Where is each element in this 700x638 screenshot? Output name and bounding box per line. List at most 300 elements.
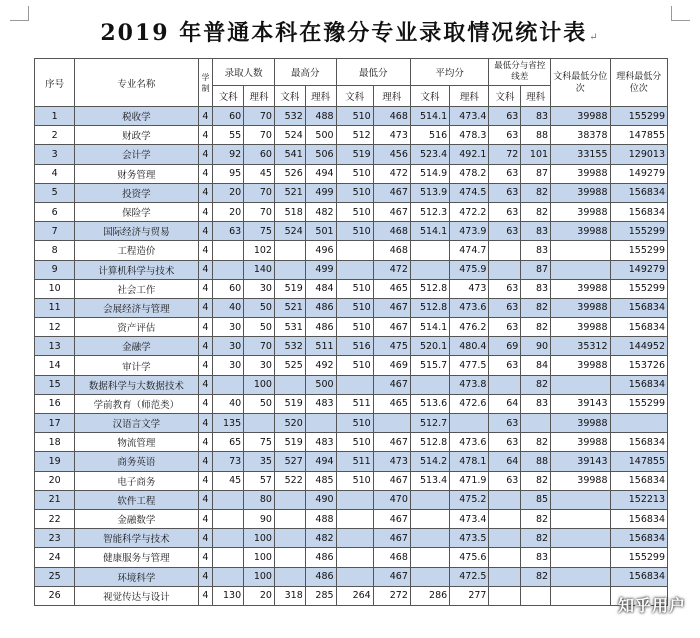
row-li-rank: 153726 [610, 356, 667, 375]
row-enroll-li: 70 [244, 202, 275, 221]
row-length: 4 [198, 490, 213, 509]
row-length: 4 [198, 529, 213, 548]
row-length: 4 [198, 279, 213, 298]
row-highest-wen: 519 [274, 433, 305, 452]
header-lowest-li: 理科 [373, 86, 410, 107]
row-enroll-li: 90 [244, 509, 275, 528]
row-diff-wen: 63 [489, 318, 521, 337]
row-diff-li: 90 [521, 337, 551, 356]
row-lowest-wen: 510 [336, 222, 373, 241]
row-lowest-wen: 510 [336, 202, 373, 221]
row-length: 4 [198, 260, 213, 279]
row-major: 会计学 [75, 145, 198, 164]
row-length: 4 [198, 414, 213, 433]
row-wen-rank: 39143 [551, 452, 610, 471]
row-wen-rank [551, 567, 610, 586]
row-li-rank: 155299 [610, 107, 667, 126]
row-enroll-wen: 30 [213, 337, 244, 356]
row-average-wen: 520.1 [410, 337, 449, 356]
row-average-wen [410, 241, 449, 260]
row-lowest-li: 467 [373, 202, 410, 221]
row-seq: 18 [35, 433, 75, 452]
row-average-wen: 523.4 [410, 145, 449, 164]
row-major: 保险学 [75, 202, 198, 221]
row-diff-wen: 63 [489, 279, 521, 298]
row-li-rank: 156834 [610, 471, 667, 490]
table-row [35, 567, 668, 586]
row-enroll-li: 45 [244, 164, 275, 183]
row-diff-wen [489, 548, 521, 567]
row-lowest-wen: 510 [336, 414, 373, 433]
table-row [35, 337, 668, 356]
row-enroll-li: 102 [244, 241, 275, 260]
row-average-li: 475.2 [450, 490, 489, 509]
row-average-li: 475.9 [450, 260, 489, 279]
row-wen-rank: 39143 [551, 394, 610, 413]
row-average-wen: 514.1 [410, 222, 449, 241]
row-enroll-li: 60 [244, 145, 275, 164]
row-seq: 15 [35, 375, 75, 394]
row-seq: 12 [35, 318, 75, 337]
row-major: 学前教育（师范类） [75, 394, 198, 413]
table-row [35, 183, 668, 202]
row-seq: 14 [35, 356, 75, 375]
row-diff-li: 87 [521, 260, 551, 279]
row-lowest-wen [336, 548, 373, 567]
row-enroll-li: 50 [244, 298, 275, 317]
row-lowest-li: 467 [373, 567, 410, 586]
row-major: 金融学 [75, 337, 198, 356]
row-enroll-wen: 30 [213, 356, 244, 375]
row-enroll-wen: 73 [213, 452, 244, 471]
row-wen-rank: 39988 [551, 222, 610, 241]
row-average-li [450, 414, 489, 433]
row-wen-rank: 39988 [551, 356, 610, 375]
row-seq: 3 [35, 145, 75, 164]
table-row [35, 126, 668, 145]
row-enroll-wen: 60 [213, 279, 244, 298]
row-highest-li [305, 414, 336, 433]
table-row [35, 318, 668, 337]
row-lowest-li: 472 [373, 164, 410, 183]
row-highest-wen: 521 [274, 298, 305, 317]
row-length: 4 [198, 375, 213, 394]
row-wen-rank: 39988 [551, 318, 610, 337]
row-average-wen [410, 375, 449, 394]
row-diff-wen: 63 [489, 202, 521, 221]
row-highest-li: 486 [305, 318, 336, 337]
row-enroll-wen [213, 509, 244, 528]
row-li-rank: 156834 [610, 567, 667, 586]
row-highest-li: 486 [305, 548, 336, 567]
row-length: 4 [198, 509, 213, 528]
row-average-li: 472.5 [450, 567, 489, 586]
row-highest-wen: 525 [274, 356, 305, 375]
row-diff-wen: 63 [489, 164, 521, 183]
header-enroll-li: 理科 [244, 86, 275, 107]
row-li-rank: 156834 [610, 509, 667, 528]
row-length: 4 [198, 567, 213, 586]
table-row [35, 241, 668, 260]
row-average-wen: 513.9 [410, 183, 449, 202]
row-average-wen: 512.8 [410, 433, 449, 452]
row-enroll-wen [213, 375, 244, 394]
row-diff-wen [489, 490, 521, 509]
row-diff-wen: 63 [489, 471, 521, 490]
row-diff-li: 85 [521, 490, 551, 509]
row-li-rank: 149279 [610, 164, 667, 183]
row-enroll-li: 100 [244, 375, 275, 394]
row-highest-wen [274, 509, 305, 528]
row-major: 国际经济与贸易 [75, 222, 198, 241]
row-highest-wen [274, 548, 305, 567]
row-lowest-li: 468 [373, 222, 410, 241]
row-average-li: 277 [450, 586, 489, 605]
row-enroll-wen: 40 [213, 394, 244, 413]
row-highest-wen: 519 [274, 279, 305, 298]
row-highest-li: 499 [305, 260, 336, 279]
row-average-li: 492.1 [450, 145, 489, 164]
row-diff-wen: 72 [489, 145, 521, 164]
row-lowest-li: 467 [373, 298, 410, 317]
row-diff-wen [489, 260, 521, 279]
paragraph-mark-icon: ↵ [589, 32, 600, 43]
row-average-li: 473.6 [450, 433, 489, 452]
row-major: 财政学 [75, 126, 198, 145]
row-lowest-wen [336, 260, 373, 279]
row-enroll-wen [213, 490, 244, 509]
row-highest-wen: 521 [274, 183, 305, 202]
row-length: 4 [198, 222, 213, 241]
table-row [35, 222, 668, 241]
row-highest-li: 490 [305, 490, 336, 509]
row-enroll-wen: 130 [213, 586, 244, 605]
row-major: 软件工程 [75, 490, 198, 509]
row-average-wen [410, 490, 449, 509]
table-row [35, 298, 668, 317]
row-diff-li: 83 [521, 548, 551, 567]
table-row [35, 279, 668, 298]
row-wen-rank [551, 375, 610, 394]
row-enroll-li [244, 414, 275, 433]
row-average-wen: 512.8 [410, 298, 449, 317]
row-average-li: 472.2 [450, 202, 489, 221]
row-lowest-li: 468 [373, 548, 410, 567]
row-length: 4 [198, 126, 213, 145]
row-diff-li: 82 [521, 529, 551, 548]
row-average-wen: 514.9 [410, 164, 449, 183]
row-lowest-li: 467 [373, 509, 410, 528]
table-row [35, 356, 668, 375]
row-highest-li: 484 [305, 279, 336, 298]
row-wen-rank: 33155 [551, 145, 610, 164]
row-diff-li [521, 414, 551, 433]
header-wen-rank: 文科最低分位次 [551, 59, 610, 107]
row-seq: 11 [35, 298, 75, 317]
row-li-rank: 152213 [610, 490, 667, 509]
table-row [35, 375, 668, 394]
row-average-li: 473.9 [450, 222, 489, 241]
row-length: 4 [198, 145, 213, 164]
row-length: 4 [198, 433, 213, 452]
row-wen-rank: 39988 [551, 414, 610, 433]
row-li-rank: 155299 [610, 279, 667, 298]
row-diff-wen [489, 375, 521, 394]
row-wen-rank [551, 490, 610, 509]
row-diff-li: 84 [521, 356, 551, 375]
row-diff-li: 82 [521, 318, 551, 337]
row-li-rank: 144952 [610, 337, 667, 356]
row-wen-rank: 39988 [551, 433, 610, 452]
header-highest-wen: 文科 [274, 86, 305, 107]
row-lowest-li: 472 [373, 260, 410, 279]
row-highest-wen [274, 241, 305, 260]
row-diff-wen: 63 [489, 414, 521, 433]
row-average-li: 477.5 [450, 356, 489, 375]
table-row [35, 107, 668, 126]
row-major: 财务管理 [75, 164, 198, 183]
row-major: 视觉传达与设计 [75, 586, 198, 605]
header-seq: 序号 [35, 59, 75, 107]
table-row [35, 529, 668, 548]
row-average-li: 473.8 [450, 375, 489, 394]
row-seq: 7 [35, 222, 75, 241]
table-row [35, 509, 668, 528]
row-lowest-wen [336, 509, 373, 528]
row-lowest-li [373, 414, 410, 433]
row-enroll-wen [213, 548, 244, 567]
row-enroll-wen: 60 [213, 107, 244, 126]
row-major: 商务英语 [75, 452, 198, 471]
row-wen-rank: 35312 [551, 337, 610, 356]
row-major: 汉语言文学 [75, 414, 198, 433]
header-li-rank: 理科最低分位次 [610, 59, 667, 107]
row-average-wen: 515.7 [410, 356, 449, 375]
row-lowest-li: 467 [373, 375, 410, 394]
row-highest-wen: 524 [274, 126, 305, 145]
row-highest-li: 501 [305, 222, 336, 241]
row-enroll-li: 100 [244, 567, 275, 586]
row-lowest-li: 475 [373, 337, 410, 356]
header-average-wen: 文科 [410, 86, 449, 107]
row-length: 4 [198, 107, 213, 126]
row-li-rank: 149279 [610, 260, 667, 279]
row-highest-wen: 518 [274, 202, 305, 221]
row-lowest-wen: 264 [336, 586, 373, 605]
row-average-wen: 286 [410, 586, 449, 605]
row-lowest-li: 467 [373, 183, 410, 202]
row-seq: 9 [35, 260, 75, 279]
document-title [0, 16, 700, 47]
row-seq: 22 [35, 509, 75, 528]
row-highest-li: 506 [305, 145, 336, 164]
row-highest-wen: 541 [274, 145, 305, 164]
row-diff-wen [489, 567, 521, 586]
header-diff-li: 理科 [521, 86, 551, 107]
row-wen-rank [551, 509, 610, 528]
row-enroll-li: 35 [244, 452, 275, 471]
row-lowest-wen: 510 [336, 471, 373, 490]
row-average-li: 473.4 [450, 509, 489, 528]
row-lowest-wen: 510 [336, 356, 373, 375]
row-average-li: 478.2 [450, 164, 489, 183]
header-enroll-wen: 文科 [213, 86, 244, 107]
row-lowest-li: 272 [373, 586, 410, 605]
row-wen-rank: 39988 [551, 107, 610, 126]
row-highest-li: 499 [305, 183, 336, 202]
row-average-li: 473.4 [450, 107, 489, 126]
row-lowest-wen: 510 [336, 298, 373, 317]
row-major: 金融数学 [75, 509, 198, 528]
table-row [35, 471, 668, 490]
row-length: 4 [198, 241, 213, 260]
row-seq: 17 [35, 414, 75, 433]
row-lowest-li: 473 [373, 452, 410, 471]
table-row [35, 586, 668, 605]
row-highest-li: 496 [305, 241, 336, 260]
row-major: 投资学 [75, 183, 198, 202]
header-enroll: 录取人数 [213, 59, 275, 86]
row-enroll-wen [213, 241, 244, 260]
row-diff-li: 82 [521, 298, 551, 317]
row-average-li: 473 [450, 279, 489, 298]
row-seq: 26 [35, 586, 75, 605]
row-enroll-li: 75 [244, 433, 275, 452]
row-lowest-li: 465 [373, 394, 410, 413]
header-average: 平均分 [410, 59, 489, 86]
row-seq: 5 [35, 183, 75, 202]
row-average-wen: 513.6 [410, 394, 449, 413]
row-average-li: 474.7 [450, 241, 489, 260]
row-average-wen [410, 529, 449, 548]
row-seq: 21 [35, 490, 75, 509]
table-row [35, 452, 668, 471]
row-seq: 20 [35, 471, 75, 490]
row-diff-li: 83 [521, 279, 551, 298]
row-major: 审计学 [75, 356, 198, 375]
row-li-rank: 147855 [610, 126, 667, 145]
row-highest-li: 482 [305, 202, 336, 221]
row-highest-li: 485 [305, 471, 336, 490]
row-diff-wen: 63 [489, 222, 521, 241]
row-li-rank: 129013 [610, 145, 667, 164]
row-diff-li: 83 [521, 107, 551, 126]
row-lowest-li: 473 [373, 126, 410, 145]
row-average-wen: 516 [410, 126, 449, 145]
row-average-wen [410, 509, 449, 528]
row-diff-wen [489, 241, 521, 260]
row-diff-li: 82 [521, 567, 551, 586]
row-lowest-wen: 510 [336, 164, 373, 183]
row-average-wen [410, 548, 449, 567]
row-lowest-wen: 510 [336, 279, 373, 298]
row-major: 健康服务与管理 [75, 548, 198, 567]
row-seq: 16 [35, 394, 75, 413]
row-enroll-li: 50 [244, 318, 275, 337]
row-highest-wen [274, 375, 305, 394]
row-enroll-wen: 30 [213, 318, 244, 337]
row-highest-li: 486 [305, 298, 336, 317]
row-average-wen [410, 567, 449, 586]
table-row [35, 414, 668, 433]
row-enroll-li: 100 [244, 548, 275, 567]
row-highest-li: 483 [305, 394, 336, 413]
admission-table [34, 58, 668, 606]
row-diff-wen: 64 [489, 452, 521, 471]
row-average-li: 471.9 [450, 471, 489, 490]
row-diff-li: 88 [521, 452, 551, 471]
row-enroll-wen: 95 [213, 164, 244, 183]
row-lowest-wen [336, 567, 373, 586]
row-length: 4 [198, 586, 213, 605]
row-enroll-li: 80 [244, 490, 275, 509]
watermark: 知乎用户 [617, 596, 686, 615]
row-lowest-li: 456 [373, 145, 410, 164]
row-wen-rank: 39988 [551, 279, 610, 298]
row-enroll-wen: 20 [213, 183, 244, 202]
header-highest-li: 理科 [305, 86, 336, 107]
table-row [35, 548, 668, 567]
row-lowest-wen [336, 529, 373, 548]
table-row [35, 433, 668, 452]
row-average-wen: 513.4 [410, 471, 449, 490]
row-lowest-wen: 510 [336, 318, 373, 337]
row-lowest-li: 468 [373, 107, 410, 126]
row-major: 社会工作 [75, 279, 198, 298]
row-lowest-wen: 510 [336, 107, 373, 126]
row-diff-wen: 69 [489, 337, 521, 356]
row-length: 4 [198, 164, 213, 183]
row-highest-li: 511 [305, 337, 336, 356]
header-diff: 最低分与省控线差 [489, 59, 551, 86]
row-diff-li: 101 [521, 145, 551, 164]
row-average-wen: 512.8 [410, 279, 449, 298]
row-highest-wen [274, 529, 305, 548]
row-lowest-wen: 519 [336, 145, 373, 164]
row-diff-li: 83 [521, 222, 551, 241]
row-average-wen: 512.7 [410, 414, 449, 433]
table-row [35, 145, 668, 164]
row-highest-wen: 520 [274, 414, 305, 433]
row-seq: 23 [35, 529, 75, 548]
row-enroll-wen: 45 [213, 471, 244, 490]
row-length: 4 [198, 548, 213, 567]
row-lowest-wen: 512 [336, 126, 373, 145]
row-lowest-wen [336, 241, 373, 260]
row-seq: 10 [35, 279, 75, 298]
row-diff-wen: 63 [489, 356, 521, 375]
row-wen-rank [551, 241, 610, 260]
row-enroll-li: 30 [244, 356, 275, 375]
row-length: 4 [198, 356, 213, 375]
row-seq: 6 [35, 202, 75, 221]
row-wen-rank: 39988 [551, 298, 610, 317]
row-lowest-li: 467 [373, 433, 410, 452]
row-enroll-wen: 20 [213, 202, 244, 221]
row-length: 4 [198, 318, 213, 337]
row-li-rank: 155299 [610, 241, 667, 260]
row-diff-wen [489, 529, 521, 548]
row-seq: 24 [35, 548, 75, 567]
header-lowest-wen: 文科 [336, 86, 373, 107]
row-highest-li: 482 [305, 529, 336, 548]
row-enroll-wen [213, 260, 244, 279]
row-enroll-wen: 135 [213, 414, 244, 433]
row-highest-li: 492 [305, 356, 336, 375]
row-seq: 1 [35, 107, 75, 126]
row-enroll-li: 57 [244, 471, 275, 490]
row-length: 4 [198, 202, 213, 221]
